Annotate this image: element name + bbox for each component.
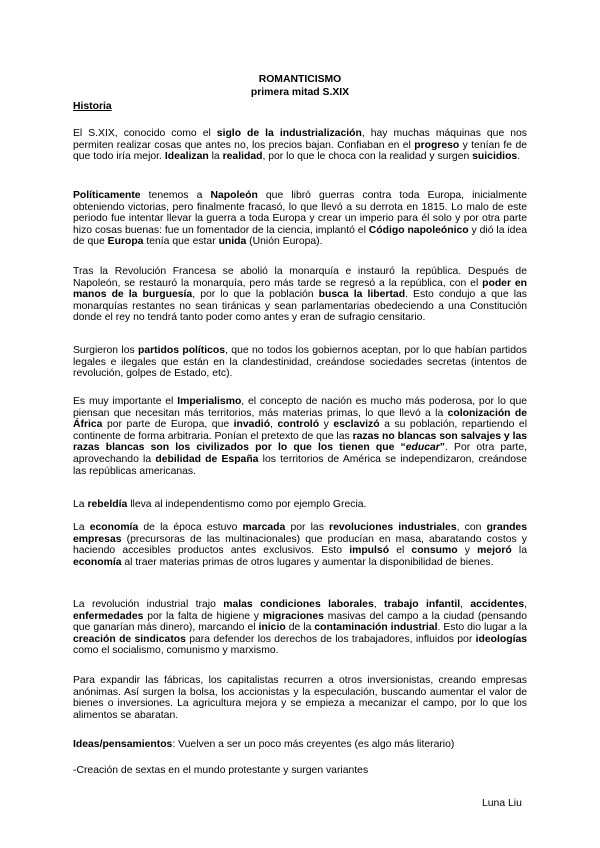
paragraph-economy: La economía de la época estuvo marcada por las revoluciones industriales, con grandes empresas (precursoras de las multinacionales) que producían en masa, abaratando costos y haciendo accesibles productos antes exclusivos. Esto impulsó el consumo y mejoró la economía al traer materias primas de otros lugares y aumentar la disponibilidad de bienes. <box>73 522 527 568</box>
bold-term: educar <box>405 442 440 454</box>
bold-term: inicio <box>258 622 286 634</box>
paragraph-industrialization: El S.XIX, conocido como el siglo de la industrialización, hay muchas máquinas que nos permiten realizar cosas que antes no, los precios bajan. Confiaban en el progreso y tenían fe de que todo iría mejor. Idealizan la realidad, por lo que le choca con la realidad y surgen suicidios. <box>73 128 527 163</box>
bold-term: trabajo infantil <box>384 599 461 610</box>
bold-term: controló <box>277 419 320 431</box>
paragraph-rebellion: La rebeldía lleva al independentismo como por ejemplo Grecia. <box>73 499 367 510</box>
bold-term: ideologías <box>475 633 528 645</box>
paragraph-capitalism: Para expandir las fábricas, los capitalistas recurren a otros inversionistas, creando empresas anónimas. Así surgen la bolsa, los accionistas y la especulación, buscando aumentar el valor de bienes o inversiones. La agricultura mejora y se empieza a mecanizar el campo, por lo que los alimentos se abaratan. <box>73 675 527 721</box>
bold-term: accidentes <box>470 599 525 610</box>
section-heading: Historia <box>73 101 112 112</box>
bold-term: enfermedades <box>73 610 144 622</box>
bold-term: esclavizó <box>333 419 380 431</box>
bold-term: contaminación industrial <box>314 622 438 634</box>
bold-term: migraciones <box>262 610 324 622</box>
bold-term: Napoleón <box>210 190 258 201</box>
document-subtitle: primera mitad S.XIX <box>250 87 350 98</box>
bold-term: poder en manos de la burguesía <box>73 277 527 301</box>
paragraph-industrial-revolution: La revolución industrial trajo malas condiciones laborales, trabajo infantil, accidentes, enfermedades por la falta de higiene y migraciones masivas del campo a la ciudad (pensando que ganarían más dinero), marcando el inicio de la contaminación industrial. Esto dio lugar a la creación de sindicatos para defender los derechos de los trabajadores, influidos por ideologías como el socialismo, comunismo y marxismo. <box>73 599 528 657</box>
paragraph-political-parties: Surgieron los partidos políticos, que no todos los gobiernos aceptan, por lo que habían partidos legales e ilegales que están en la clandestinidad, creándose sociedades secretas (intentos de revolución, golpes de Estado, etc). <box>73 345 527 380</box>
bold-term: Políticamente <box>73 190 141 201</box>
bold-term: Ideas/pensamientos <box>73 739 173 750</box>
bold-term: progreso <box>414 139 460 151</box>
bold-term: suicidios <box>472 151 518 163</box>
bold-term: creación de sindicatos <box>73 633 186 645</box>
bold-term: busca la libertad <box>318 289 406 301</box>
bold-term: debilidad de España <box>155 453 259 465</box>
bold-term: impulsó <box>349 545 390 557</box>
bold-term: Europa <box>107 236 144 248</box>
author-name: Luna Liu <box>482 798 522 809</box>
bold-term: marcada <box>242 522 286 533</box>
document-title: ROMANTICISMO <box>258 74 342 85</box>
bold-term: mejoró <box>477 545 512 557</box>
bold-term: revoluciones industriales <box>329 522 457 533</box>
bold-term: colonización de África <box>73 407 527 431</box>
bold-term: consumo <box>411 545 458 557</box>
paragraph-sects: -Creación de sextas en el mundo protestante y surgen variantes <box>73 765 369 776</box>
paragraph-imperialism: Es muy importante el Imperialismo, el concepto de nación es mucho más poderosa, por lo que piensan que necesitan más territorios, más materias primas, lo que llevó a la colonización de África por parte de Europa, que invadió, controló y esclavizó a su población, repartiendo el continente de forma arbitraria. Ponían el pretexto de que las razas no blancas son salvajes y las razas blancas son los civilizados por lo que los tienen que “educar”. Por otra parte, aprovechando la debilidad de España los territorios de América se independizaron, creándose las repúblicas americanas. <box>73 396 528 477</box>
bold-term: realidad <box>222 151 263 163</box>
bold-term: siglo de la industrialización <box>216 128 362 139</box>
bold-term: unida <box>218 236 247 248</box>
bold-term: partidos políticos <box>138 345 226 356</box>
bold-term: Imperialismo <box>177 396 242 407</box>
bold-term: economía <box>89 522 139 533</box>
bold-term: economía <box>73 556 122 568</box>
bold-term: invadió <box>233 419 271 431</box>
bold-term: ” <box>439 442 445 454</box>
bold-term: rebeldía <box>87 499 128 510</box>
bold-term: grandes empresas <box>73 522 527 545</box>
bold-term: razas no blancas son salvajes y las razas blancas son los civilizados por lo que los tienen que “ <box>73 430 528 454</box>
bold-term: Código napoleónico <box>368 224 469 236</box>
paragraph-ideas: Ideas/pensamientos: Vuelven a ser un poco más creyentes (es algo más literario) <box>73 739 455 750</box>
bold-term: Idealizan <box>164 151 209 163</box>
paragraph-monarchy-republic: Tras la Revolución Francesa se abolió la monarquía e instauró la república. Después de Napoleón, se restauró la monarquía, pero más tarde se regresó a la república, con el poder en manos de la burguesía, por lo que la población busca la libertad. Esto condujo a que las monarquías restantes no sean tiránicas y sean parlamentarias obedeciendo a una Constitución donde el rey no tendrá tanto poder como antes y eran de sufragio censitario. <box>73 266 527 324</box>
bold-term: malas condiciones laborales <box>223 599 374 610</box>
paragraph-politics-napoleon: Políticamente tenemos a Napoleón que libró guerras contra toda Europa, inicialmente obteniendo victorias, pero finalmente fracasó, lo que llevó a su derrota en 1815. Lo malo de este periodo fue intentar llevar la guerra a toda Europa y crear un imperio para él solo y por otra parte hizo cosas buenas: fue un fomentador de la ciencia, implantó el Código napoleónico y dió la idea de que Europa tenía que estar unida (Unión Europa). <box>73 190 528 248</box>
